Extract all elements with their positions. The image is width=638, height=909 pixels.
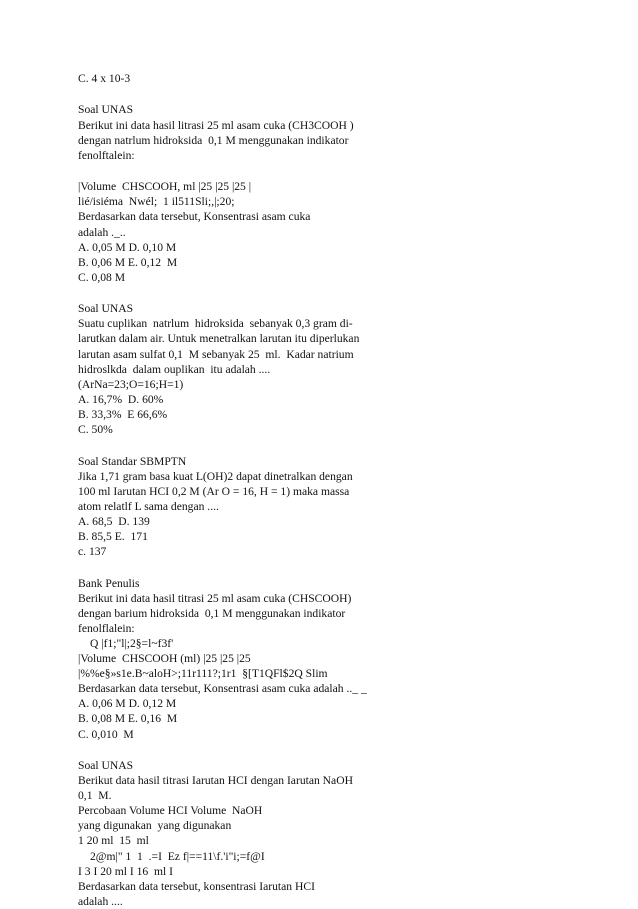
option-line: c. 137	[78, 545, 107, 559]
text-line: hidroslkda dalam ouplikan itu adalah ....	[78, 362, 271, 376]
section-heading: Soal UNAS	[78, 103, 134, 117]
text-line: yang digunakan yang digunakan	[78, 819, 232, 833]
text-line: Berdasarkan data tersebut, Konsentrasi asam cuka adalah .._ _	[78, 682, 367, 696]
text-line: Berdasarkan data tersebut, konsentrasi Iarutan HCI	[78, 879, 315, 893]
text-line: larutkan dalam air. Untuk menetralkan larutan itu diperlukan	[78, 332, 360, 346]
text-line: adalah ._..	[78, 225, 126, 239]
option-line: B. 0,08 M E. 0,16 M	[78, 712, 178, 726]
text-line: fenolflalein:	[78, 621, 135, 635]
option-line: C. 0,010 M	[78, 727, 134, 741]
text-line: dengan natrlum hidroksida 0,1 M menggunakan indikator	[78, 133, 349, 147]
paragraph-gap	[78, 86, 598, 102]
section-soal-unas-3	[78, 758, 598, 909]
option-line: A. 0,06 M D. 0,12 M	[78, 697, 177, 711]
text-line: atom relatlf L sama dengan ....	[78, 499, 219, 513]
text-line: (ArNa=23;O=16;H=1)	[78, 377, 184, 391]
text-line: lié/isiéma Nwél; 1 il511Sli;,|;20;	[78, 195, 235, 209]
text-line: 100 ml Iarutan HCI 0,2 M (Ar O = 16, H = 1) maka massa	[78, 484, 350, 498]
option-line: C. 0,08 M	[78, 270, 126, 284]
document-page	[78, 71, 598, 909]
paragraph-gap	[78, 285, 598, 301]
section-soal-sbmptn	[78, 454, 598, 560]
option-line: A. 68,5 D. 139	[78, 514, 150, 528]
text-line: 0,1 M.	[78, 789, 112, 803]
text-line: dengan barium hidroksida 0,1 M menggunakan indikator	[78, 606, 346, 620]
paragraph-gap	[78, 437, 598, 453]
option-line: B. 85,5 E. 171	[78, 530, 148, 543]
option-line: A. 0,05 M D. 0,10 M	[78, 240, 177, 254]
text-line: |Volume CHSCOOH, ml |25 |25 |25 |	[78, 180, 252, 194]
section-bank-penulis	[78, 576, 598, 742]
text-line: C. 4 x 10-3	[78, 72, 131, 85]
text-line: |Volume CHSCOOH (ml) |25 |25 |25	[78, 652, 251, 666]
text-line: fenolftalein:	[78, 148, 135, 162]
section-heading: Soal UNAS	[78, 759, 134, 772]
option-line: C. 50%	[78, 423, 113, 437]
option-line: B. 0,06 M E. 0,12 M	[78, 255, 178, 269]
section-soal-unas-2	[78, 301, 598, 437]
text-line-indented: Q |f1;"l|;2§=l~f3f'	[90, 636, 174, 650]
option-line: B. 33,3% E 66,6%	[78, 407, 168, 421]
section-table-and-options-1	[78, 179, 598, 285]
text-line-indented: 2@m|" 1 1 .=I Ez f|==11\f.'i"i;=f@I	[90, 849, 265, 863]
section-heading: Soal UNAS	[78, 302, 134, 316]
section-answer-c	[78, 71, 598, 86]
text-line: 1 20 ml 15 ml	[78, 834, 149, 848]
text-line: Berikut ini data hasil litrasi 25 ml asam cuka (CH3COOH )	[78, 118, 354, 132]
paragraph-gap	[78, 559, 598, 575]
text-line: Berdasarkan data tersebut, Konsentrasi asam cuka	[78, 210, 311, 224]
text-line: Percobaan Volume HCI Volume NaOH	[78, 804, 263, 818]
text-line: |%%e§»s1e.B~aloH>;11r111?;1r1 §[T1QFl$2Q Slim	[78, 667, 328, 681]
section-soal-unas-1	[78, 102, 598, 162]
text-line: Suatu cuplikan natrlum hidroksida sebanyak 0,3 gram di-	[78, 317, 353, 331]
paragraph-gap	[78, 163, 598, 179]
paragraph-gap	[78, 742, 598, 758]
text-line: Berikut data hasil titrasi Iarutan HCI dengan Iarutan NaOH	[78, 774, 353, 788]
section-heading: Bank Penulis	[78, 576, 140, 590]
text-line: I 3 I 20 ml I 16 ml I	[78, 864, 173, 878]
text-line: Berikut ini data hasil titrasi 25 ml asam cuka (CHSCOOH)	[78, 591, 352, 605]
section-heading: Soal Standar SBMPTN	[78, 454, 187, 468]
option-line: A. 16,7% D. 60%	[78, 392, 164, 406]
text-line: larutan asam sulfat 0,1 M sebanyak 25 ml. Kadar natrium	[78, 347, 354, 361]
text-line: adalah ....	[78, 894, 123, 908]
text-line: Jika 1,71 gram basa kuat L(OH)2 dapat dinetralkan dengan	[78, 469, 353, 483]
